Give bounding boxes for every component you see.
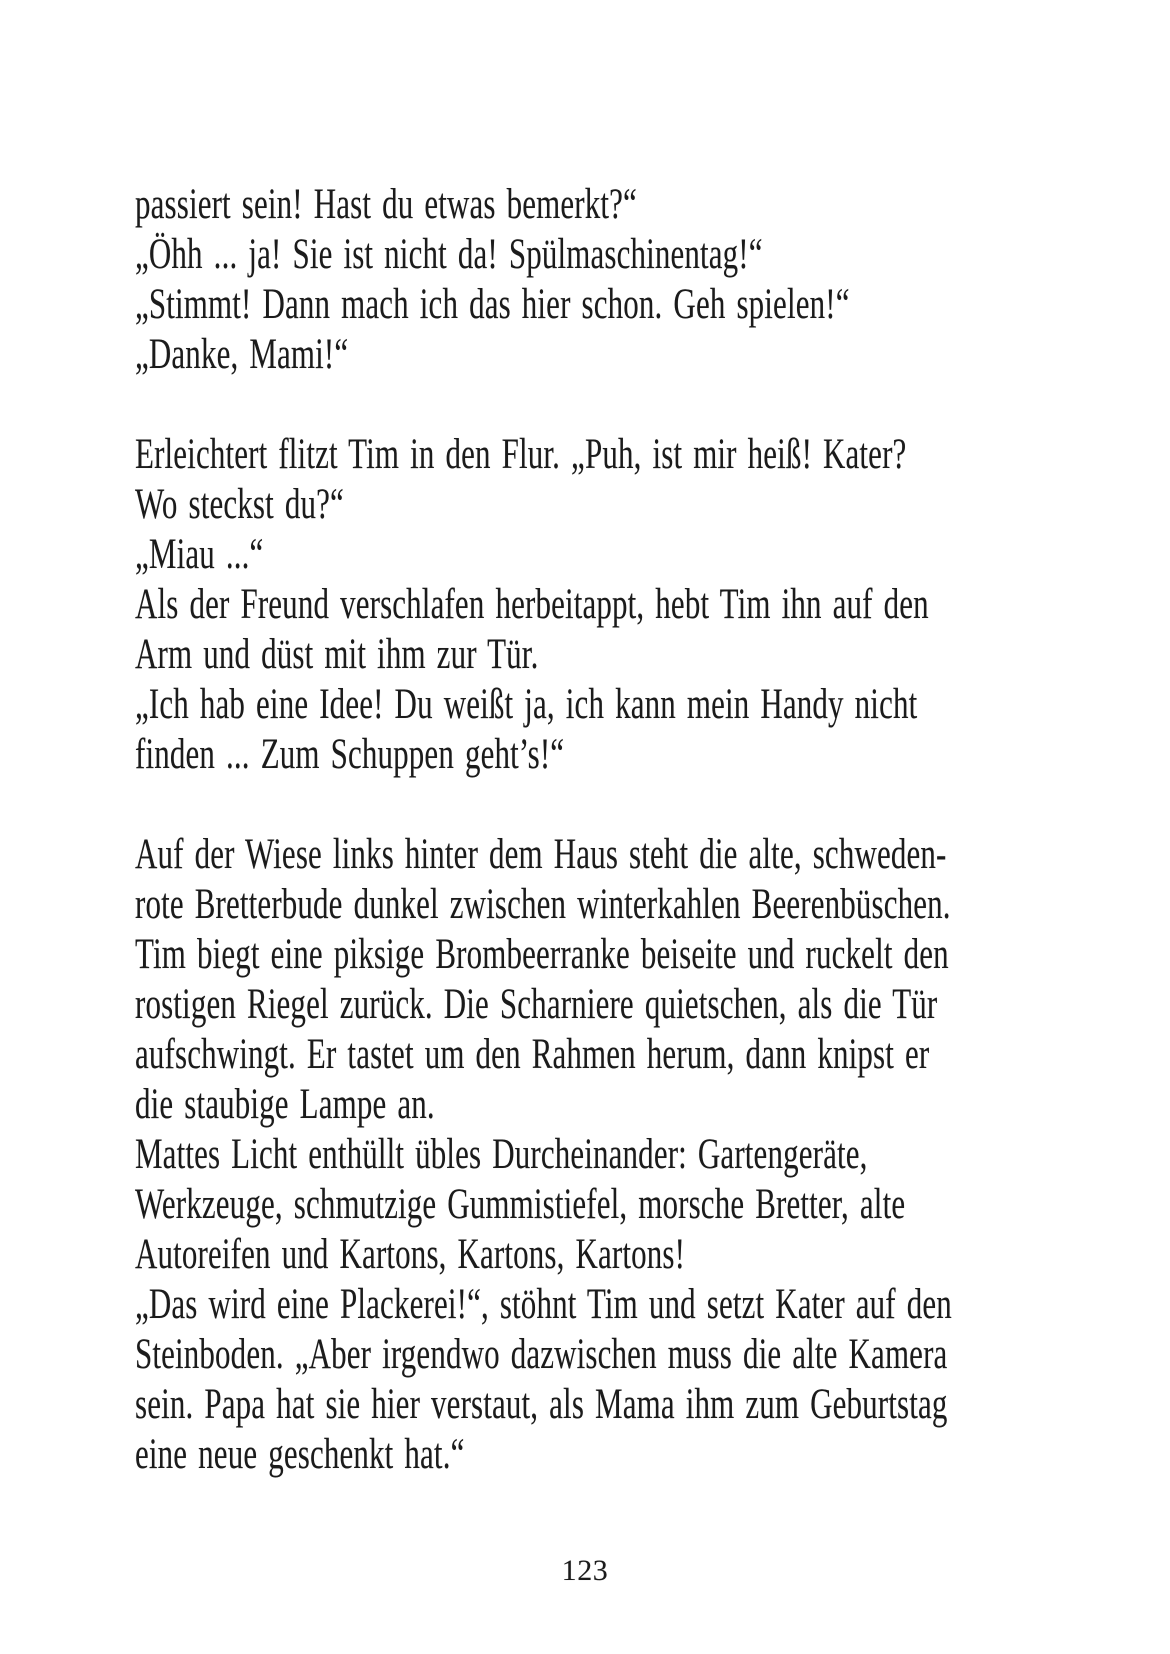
text-line: eine neue geschenkt hat.“ [135, 1431, 465, 1478]
page-number: 123 [561, 1554, 609, 1587]
page-text [135, 180, 1170, 1530]
text-line: Mattes Licht enthüllt übles Durcheinander: Gartengeräte, [135, 1131, 868, 1178]
text-line: „Stimmt! Dann mach ich das hier schon. Geh spielen!“ [135, 281, 850, 328]
text-line: Arm und düst mit ihm zur Tür. [135, 631, 539, 678]
text-line: Tim biegt eine piksige Brombeerranke beiseite und ruckelt den [135, 931, 949, 978]
text-line: Erleichtert flitzt Tim in den Flur. „Puh, ist mir heiß! Kater? [135, 431, 907, 478]
text-line: „Danke, Mami!“ [135, 331, 349, 378]
text-line: Steinboden. „Aber irgendwo dazwischen muss die alte Kamera [135, 1331, 948, 1378]
text-line: „Das wird eine Plackerei!“, stöhnt Tim und setzt Kater auf den [135, 1281, 952, 1328]
text-line: Wo steckst du?“ [135, 481, 344, 528]
text-line: die staubige Lampe an. [135, 1081, 435, 1128]
text-line: passiert sein! Hast du etwas bemerkt?“ [135, 181, 637, 228]
paragraph [135, 830, 1170, 1480]
text-line: aufschwingt. Er tastet um den Rahmen herum, dann knipst er [135, 1031, 930, 1078]
paragraph [135, 180, 1170, 380]
text-line: finden ... Zum Schuppen geht’s!“ [135, 731, 565, 778]
text-line: „Miau ...“ [135, 531, 264, 578]
text-line: rote Bretterbude dunkel zwischen winterkahlen Beerenbüschen. [135, 881, 951, 928]
text-line: Werkzeuge, schmutzige Gummistiefel, morsche Bretter, alte [135, 1181, 906, 1228]
text-line: Auf der Wiese links hinter dem Haus steht die alte, schweden- [135, 831, 947, 878]
text-line: „Öhh ... ja! Sie ist nicht da! Spülmaschinentag!“ [135, 231, 763, 278]
text-line: sein. Papa hat sie hier verstaut, als Mama ihm zum Geburtstag [135, 1381, 948, 1428]
paragraph [135, 430, 1170, 780]
text-line: Autoreifen und Kartons, Kartons, Kartons! [135, 1231, 686, 1278]
text-line: „Ich hab eine Idee! Du weißt ja, ich kann mein Handy nicht [135, 681, 918, 728]
text-line: Als der Freund verschlafen herbeitappt, hebt Tim ihn auf den [135, 581, 929, 628]
text-line: rostigen Riegel zurück. Die Scharniere quietschen, als die Tür [135, 981, 938, 1028]
